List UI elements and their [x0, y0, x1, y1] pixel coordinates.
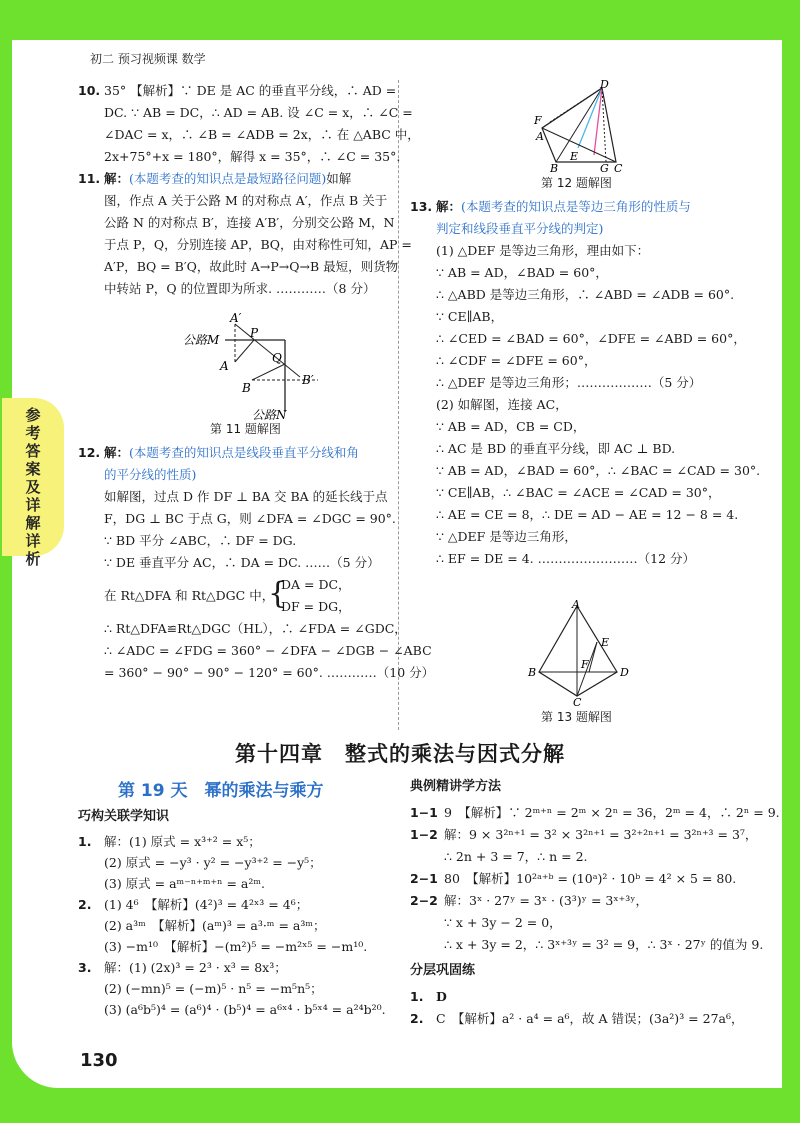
q13-line: ∴ AE = CE = 8，∴ DE = AD − AE = 12 − 8 = 4.: [436, 507, 739, 522]
q13-line: (1) △DEF 是等边三角形，理由如下：: [436, 243, 650, 258]
fig11-a: A: [220, 359, 229, 373]
q12-line: 如解图，过点 D 作 DF ⊥ BA 交 BA 的延长线于点: [104, 489, 388, 504]
q10-line: 10. 35° 【解析】∵ DE 是 AC 的垂直平分线，∴ AD =: [78, 83, 397, 98]
q13-line: 13. 解：(本题考查的知识点是等边三角形的性质与: [410, 199, 691, 214]
kite-outline: [539, 606, 617, 696]
q13-line: ∴ ∠CDF = ∠DFE = 60°，: [436, 353, 597, 368]
q13-line: ∵ △DEF 是等边三角形，: [436, 529, 577, 544]
list-item: ∵ x + 3y − 2 = 0，: [444, 915, 562, 930]
fig13-d: D: [620, 666, 629, 679]
right-column: [410, 196, 770, 570]
figure-12: [530, 80, 630, 172]
q13-line: ∴ ∠CED = ∠BAD = 60°，∠DFE = ∠ABD = 60°，: [436, 331, 746, 346]
side-tab-label: 参考答案及详解详析: [25, 406, 41, 568]
q11-line: 图，作点 A 关于公路 M 的对称点 A′，作点 B 关于: [104, 193, 388, 208]
q11-line: A′P，BQ = B′Q，故此时 A→P→Q→B 最短，则货物: [104, 259, 399, 274]
q11-line: 11. 解：(本题考查的知识点是最短路径问题)如解: [78, 171, 352, 186]
list-item: (2) 原式 = −y³ · y² = −y³⁺² = −y⁵；: [104, 855, 322, 870]
left-column: [78, 80, 420, 300]
fig13-e: E: [601, 636, 610, 649]
fig13-b: B: [528, 666, 537, 679]
q12-line: ∵ DE 垂直平分 AC，∴ DA = DC. ……（5 分）: [104, 555, 380, 570]
list-item: (2) a³ᵐ 【解析】(aᵐ)³ = a³·ᵐ = a³ᵐ；: [104, 918, 326, 933]
figure-11: [180, 312, 330, 424]
list-item: (2) (−mn)⁵ = (−m)⁵ · n⁵ = −m⁵n⁵；: [104, 981, 323, 996]
q12-line: F，DG ⊥ BC 于点 G，则 ∠DFA = ∠DGC = 90°.: [104, 511, 396, 526]
page-header: 初二 预习视频课 数学: [90, 52, 206, 66]
fig13-caption: 第 13 题解图: [541, 710, 612, 724]
list-item: 2. (1) 4⁶ 【解析】(4²)³ = 4²ˣ³ = 4⁶；: [78, 897, 309, 912]
page-number: 130: [80, 1050, 118, 1071]
q12-line: ∵ BD 平分 ∠ABC，∴ DF = DG.: [104, 533, 297, 548]
q13-line: 判定和线段垂直平分线的判定): [436, 221, 604, 236]
fig12-a: A: [536, 130, 544, 143]
bottom-left-column: [78, 806, 394, 1020]
q12-line: ∴ Rt△DFA≌Rt△DGC（HL），∴ ∠FDA = ∠GDC，: [104, 621, 407, 636]
list-item: (3) 原式 = aᵐ⁻ⁿ⁺ᵐ⁺ⁿ = a²ᵐ.: [104, 876, 266, 891]
list-item: 1. 解：(1) 原式 = x³⁺² = x⁵；: [78, 834, 261, 849]
fig12-e: E: [570, 150, 579, 163]
q13-line: ∵ AB = AD，CB = CD，: [436, 419, 586, 434]
q11-line: 中转站 P，Q 的位置即为所求. …………（8 分）: [104, 281, 376, 296]
segment-ap: [235, 340, 254, 362]
q12-line: 的平分线的性质): [104, 467, 197, 482]
q10-line: DC. ∵ AB = DC，∴ AD = AB. 设 ∠C = x，∴ ∠C =: [104, 105, 413, 120]
brace: {: [268, 576, 288, 611]
segment-bq: [252, 364, 285, 380]
q11-line: 公路 N 的对称点 B′，连接 A′B′，分别交公路 M，N: [104, 215, 395, 230]
q13-line: ∴ △ABD 是等边三角形，∴ ∠ABD = ∠ADB = 60°.: [436, 287, 735, 302]
q13-line: ∵ AB = AD，∠BAD = 60°，: [436, 265, 608, 280]
list-item: 2−1 80 【解析】10²ᵃ⁺ᵇ = (10ᵃ)² · 10ᵇ = 4² × 5 = 80.: [410, 871, 737, 886]
figure-13: [525, 600, 635, 706]
fig12-b: B: [550, 162, 559, 172]
list-item: 1−1 9 【解析】∵ 2ᵐ⁺ⁿ = 2ᵐ × 2ⁿ = 36，2ᵐ = 4，∴ 2ⁿ = 9.: [410, 805, 780, 820]
fig12-g: G: [600, 162, 609, 172]
chapter-title: 第十四章 整式的乘法与因式分解: [235, 742, 565, 766]
fig13-a: A: [572, 600, 580, 611]
q12-line: 12. 解：(本题考查的知识点是线段垂直平分线和角: [78, 445, 359, 460]
q13-line: ∴ EF = DE = 4. ……………………（12 分）: [436, 551, 695, 566]
fig13-c: C: [573, 696, 582, 706]
section-title: 分层巩固练: [410, 963, 476, 978]
seg-ad: [542, 88, 602, 128]
q13-line: (2) 如解图，连接 AC，: [436, 397, 568, 412]
fig11-b: B: [242, 381, 251, 395]
seg-ef: [589, 642, 597, 672]
fig11-road-n: 公路N: [252, 408, 287, 422]
q13-line: ∴ △DEF 是等边三角形；………………（5 分）: [436, 375, 702, 390]
q12-system: 在 Rt△DFA 和 Rt△DGC 中， { DA = DC， DF = DG，: [104, 576, 351, 614]
fig11-p: P: [250, 326, 259, 340]
list-item: (3) (a⁶b⁵)⁴ = (a⁶)⁴ · (b⁵)⁴ = a⁶ˣ⁴ · b⁵ˣ⁴ = a²⁴b²⁰.: [104, 1002, 386, 1017]
fig11-road-m: 公路M: [183, 333, 220, 347]
q13-line: ∵ CE∥AB，∴ ∠BAC = ∠ACE = ∠CAD = 30°，: [436, 485, 721, 500]
left-column-q12: [78, 442, 435, 684]
fig11-q: Q: [272, 351, 282, 365]
list-item: (3) −m¹⁰ 【解析】−(m²)⁵ = −m²ˣ⁵ = −m¹⁰.: [104, 939, 368, 954]
day-title: 第 19 天 幂的乘法与乘方: [118, 781, 324, 801]
fig12-f: F: [534, 114, 542, 127]
list-item: 3. 解：(1) (2x)³ = 2³ · x³ = 8x³；: [78, 960, 287, 975]
q12-line: ∴ ∠ADC = ∠FDG = 360° − ∠DFA − ∠DGB − ∠ABC: [104, 643, 432, 658]
q10-line: ∠DAC = x，∴ ∠B = ∠ADB = 2x，∴ 在 △ABC 中，: [104, 127, 420, 142]
q11-line: 于点 P，Q，分别连接 AP，BQ，由对称性可知，AP =: [104, 237, 412, 252]
list-item: 2. C 【解析】a² · a⁴ = a⁶，故 A 错误；(3a²)³ = 27a⁶，: [410, 1011, 744, 1026]
fig11-a-prime: A′: [230, 312, 242, 325]
list-item: ∴ x + 3y = 2，∴ 3ˣ⁺³ʸ = 3² = 9，∴ 3ˣ · 27ʸ 的值为 9.: [444, 937, 764, 952]
section-title: 巧构关联学知识: [78, 809, 170, 824]
q12-line: = 360° − 90° − 90° − 120° = 60°. …………（10 分）: [104, 665, 435, 680]
fig12-c: C: [614, 162, 623, 172]
fig13-f: F: [581, 658, 589, 671]
list-item: 1−2 解：9 × 3²ⁿ⁺¹ = 3² × 3²ⁿ⁺¹ = 3²⁺²ⁿ⁺¹ = 3²ⁿ⁺³ = 3⁷，: [410, 827, 758, 842]
section-title: 典例精讲学方法: [410, 779, 502, 794]
fig11-b-prime: B′: [302, 373, 314, 387]
fig11-caption: 第 11 题解图: [210, 422, 281, 436]
q10-line: 2x+75°+x = 180°，解得 x = 35°，∴ ∠C = 35°.: [104, 149, 401, 164]
q13-line: ∴ AC 是 BD 的垂直平分线，即 AC ⊥ BD.: [436, 441, 676, 456]
list-item: 1. D: [410, 989, 447, 1004]
bottom-right-column: [410, 776, 780, 1030]
q13-line: ∵ CE∥AB，: [436, 309, 504, 324]
list-item: 2−2 解：3ˣ · 27ʸ = 3ˣ · (3³)ʸ = 3ˣ⁺³ʸ，: [410, 893, 649, 908]
fig12-caption: 第 12 题解图: [541, 176, 612, 190]
fig12-d: D: [600, 80, 609, 91]
list-item: ∴ 2n + 3 = 7，∴ n = 2.: [444, 849, 588, 864]
q13-line: ∵ AB = AD，∠BAD = 60°，∴ ∠BAC = ∠CAD = 30°.: [436, 463, 761, 478]
